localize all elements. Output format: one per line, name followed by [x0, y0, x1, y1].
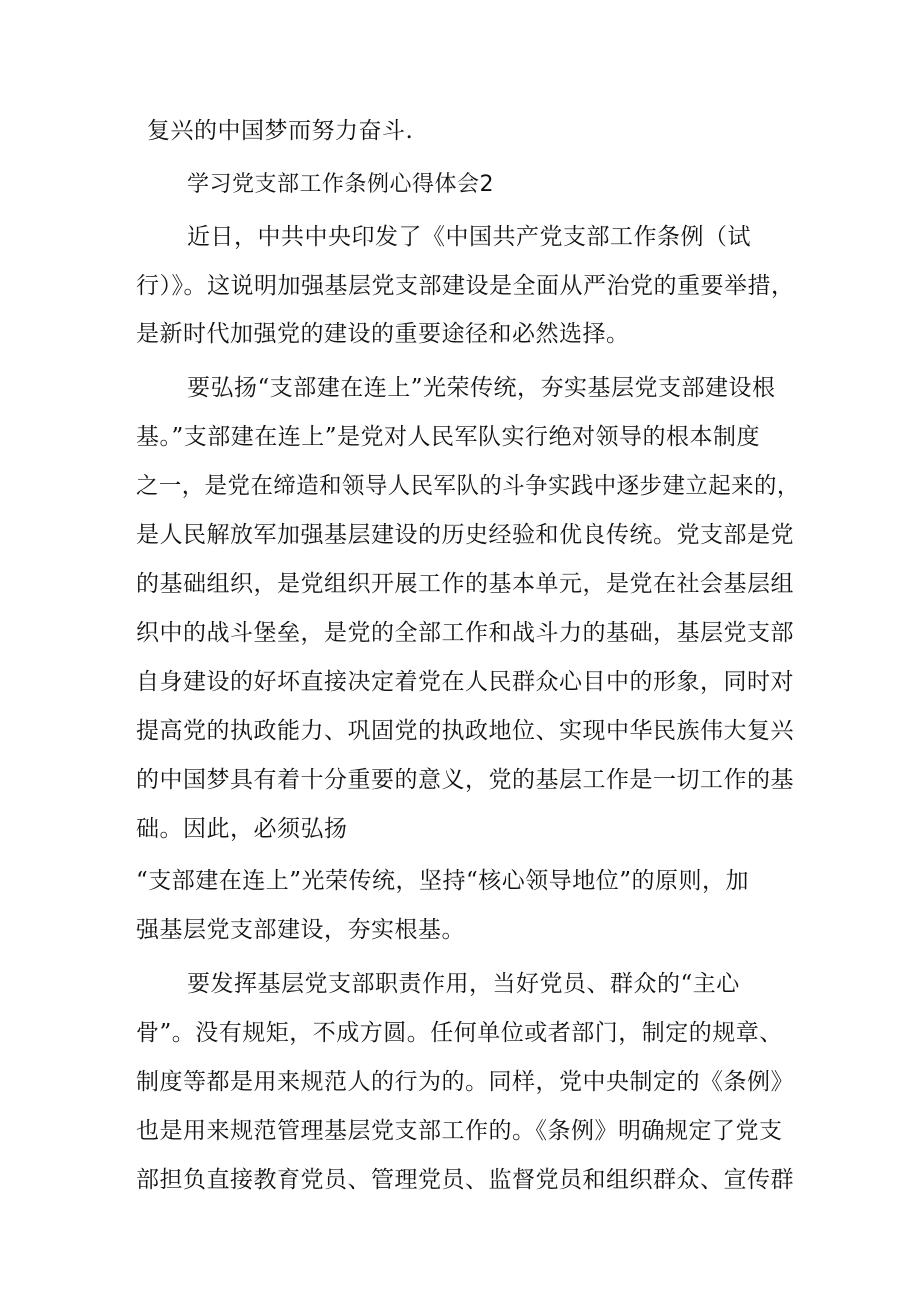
text-line: 基。”支部建在连上”是党对人民军队实行绝对领导的根本制度 — [136, 424, 761, 450]
text-line: 之一，是党在缔造和领导人民军队的斗争实践中逐步建立起来的， — [136, 473, 800, 499]
text-line: 强基层党支部建设，夯实根基。 — [136, 917, 465, 943]
text-line: 的基础组织，是党组织开展工作的基本单元，是党在社会基层组 — [136, 571, 794, 597]
text-line: 行）》。这说明加强基层党支部建设是全面从严治党的重要举措， — [136, 273, 795, 299]
text-line: 自身建设的好坏直接决定着党在人民群众心目中的形象，同时对 — [136, 669, 794, 695]
text-line: 制度等都是用来规范人的行为的。同样，党中央制定的《条例》 — [136, 1069, 794, 1095]
text-line: 复兴的中国梦而努力奋斗. — [147, 118, 414, 144]
text-line: 部担负直接教育党员、管理党员、监督党员和组织群众、宣传群 — [136, 1167, 794, 1193]
text-line: 提高党的执政能力、巩固党的执政地位、实现中华民族伟大复兴 — [136, 718, 794, 744]
text-line: 础。因此，必须弘扬 — [136, 816, 348, 842]
text-line: 要发挥基层党支部职责作用，当好党员、群众的“主心 — [187, 971, 740, 997]
text-line: 织中的战斗堡垒，是党的全部工作和战斗力的基础，基层党支部 — [136, 620, 794, 646]
text-line: 是新时代加强党的建设的重要途径和必然选择。 — [136, 321, 630, 347]
text-line: 近日，中共中央印发了《中国共产党支部工作条例（试 — [187, 224, 751, 250]
text-line: 是人民解放军加强基层建设的历史经验和优良传统。党支部是党 — [136, 522, 794, 548]
text-line: 也是用来规范管理基层党支部工作的。《条例》明确规定了党支 — [136, 1118, 783, 1144]
text-line: 骨”。没有规矩，不成方圆。任何单位或者部门，制定的规章、 — [136, 1020, 783, 1046]
text-line: “支部建在连上”光荣传统，坚持“核心领导地位”的原则，加 — [136, 868, 750, 894]
text-line: 要弘扬“支部建在连上”光荣传统，夯实基层党支部建设根 — [187, 375, 776, 401]
section-title: 学习党支部工作条例心得体会2 — [187, 172, 494, 197]
text-line: 的中国梦具有着十分重要的意义，党的基层工作是一切工作的基 — [136, 767, 794, 793]
